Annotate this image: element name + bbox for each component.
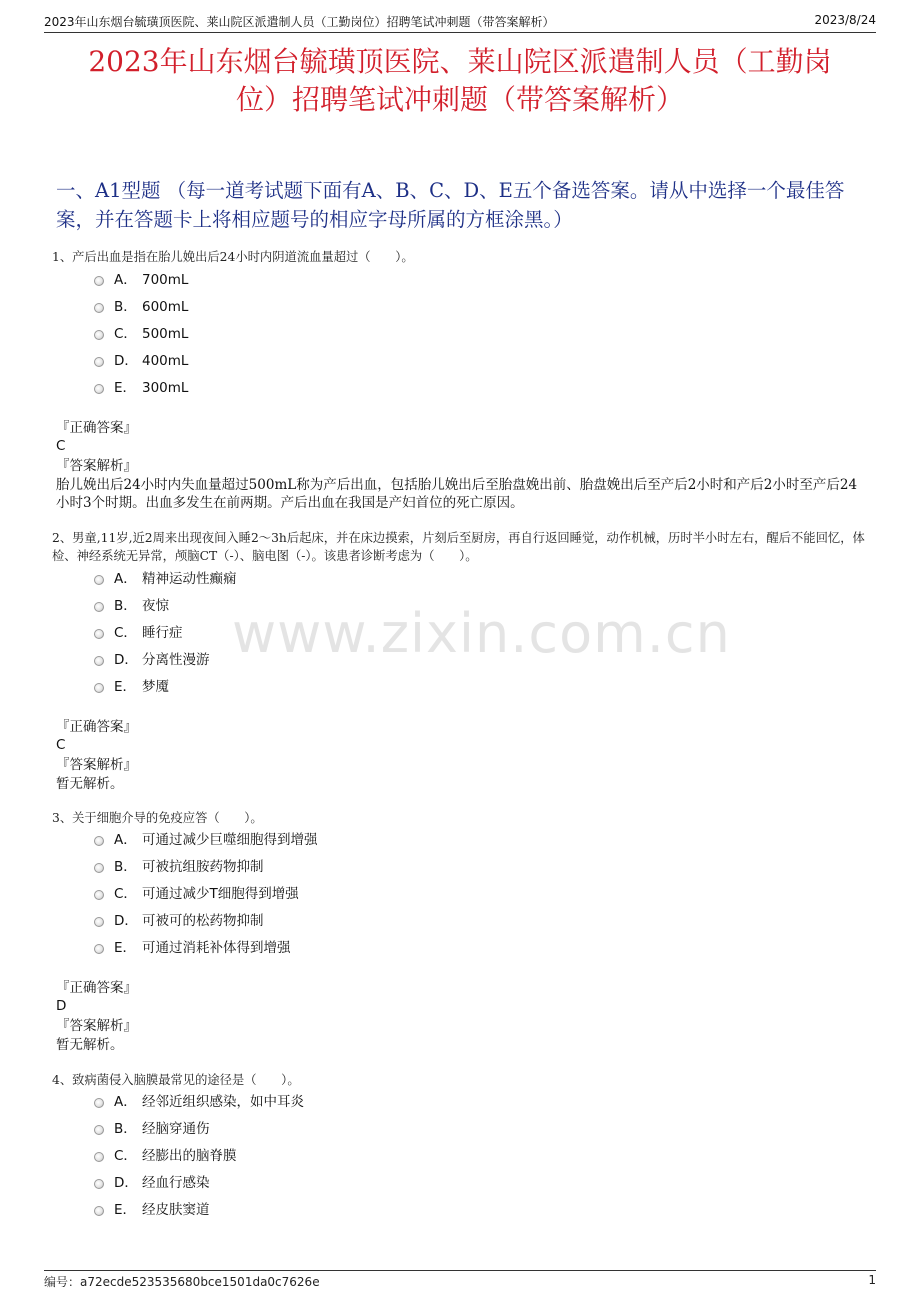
radio-icon[interactable]	[94, 1098, 104, 1108]
radio-icon[interactable]	[94, 602, 104, 612]
radio-icon[interactable]	[94, 1125, 104, 1135]
page-header	[44, 10, 876, 33]
watermark: www.zixin.com.cn	[232, 602, 731, 665]
answer-label: 『正确答案』	[56, 719, 137, 735]
radio-icon[interactable]	[94, 629, 104, 639]
answer-value: D	[56, 998, 67, 1014]
document-id: 编号：a72ecde523535680bce1501da0c7626e	[44, 1275, 320, 1289]
section-heading: 一、A1型题 （每一道考试题下面有A、B、C、D、E五个备选答案。请从中选择一个最佳答案，并在答题卡上将相应题号的相应字母所属的方框涂黑。）	[56, 179, 845, 231]
radio-icon[interactable]	[94, 656, 104, 666]
explanation-label: 『答案解析』	[56, 458, 137, 474]
radio-icon[interactable]	[94, 944, 104, 954]
question-stem: 1、产后出血是指在胎儿娩出后24小时内阴道流血量超过（ ）。	[52, 250, 414, 264]
page-number: 1	[868, 1273, 876, 1287]
answer-value: C	[56, 438, 66, 454]
document-title	[40, 43, 880, 119]
radio-icon[interactable]	[94, 276, 104, 286]
radio-icon[interactable]	[94, 890, 104, 900]
answer-label: 『正确答案』	[56, 420, 137, 436]
radio-icon[interactable]	[94, 357, 104, 367]
radio-icon[interactable]	[94, 575, 104, 585]
answer-label: 『正确答案』	[56, 980, 137, 996]
radio-icon[interactable]	[94, 384, 104, 394]
explanation-text: 暂无解析。	[56, 776, 124, 792]
explanation-label: 『答案解析』	[56, 1018, 137, 1034]
title-line-2: 位）招聘笔试冲刺题（带答案解析）	[235, 83, 684, 116]
radio-icon[interactable]	[94, 303, 104, 313]
radio-icon[interactable]	[94, 683, 104, 693]
radio-icon[interactable]	[94, 330, 104, 340]
answer-value: C	[56, 737, 66, 753]
explanation-text: 暂无解析。	[56, 1037, 124, 1053]
explanation-text: 胎儿娩出后24小时内失血量超过500mL称为产后出血，包括胎儿娩出后至胎盘娩出前、胎盘娩出后至产后2小时和产后2小时至产后24小时3个时期。出血多发生在前两期。产后出血在我国是产妇首位的死亡原因。	[56, 477, 858, 511]
footer-rule	[44, 1270, 876, 1271]
header-title: 2023年山东烟台毓璜顶医院、莱山院区派遣制人员（工勤岗位）招聘笔试冲刺题（带答案解析）	[44, 15, 555, 29]
radio-icon[interactable]	[94, 1152, 104, 1162]
question-stem: 2、男童,11岁,近2周来出现夜间入睡2～3h后起床，并在床边摸索，片刻后至厨房，再自行返回睡觉，动作机械，历时半小时左右，醒后不能回忆，体检、神经系统无异常，颅脑CT（-）、脑电图（-）。该患者诊断考虑为（ ）。	[52, 531, 865, 563]
radio-icon[interactable]	[94, 863, 104, 873]
radio-icon[interactable]	[94, 1179, 104, 1189]
radio-icon[interactable]	[94, 836, 104, 846]
title-line-1: 2023年山东烟台毓璜顶医院、莱山院区派遣制人员（工勤岗	[88, 45, 832, 78]
radio-icon[interactable]	[94, 1206, 104, 1216]
explanation-label: 『答案解析』	[56, 757, 137, 773]
header-date: 2023/8/24	[814, 13, 876, 27]
question-stem: 3、关于细胞介导的免疫应答（ ）。	[52, 811, 263, 825]
question-stem: 4、致病菌侵入脑膜最常见的途径是（ ）。	[52, 1073, 300, 1087]
radio-icon[interactable]	[94, 917, 104, 927]
